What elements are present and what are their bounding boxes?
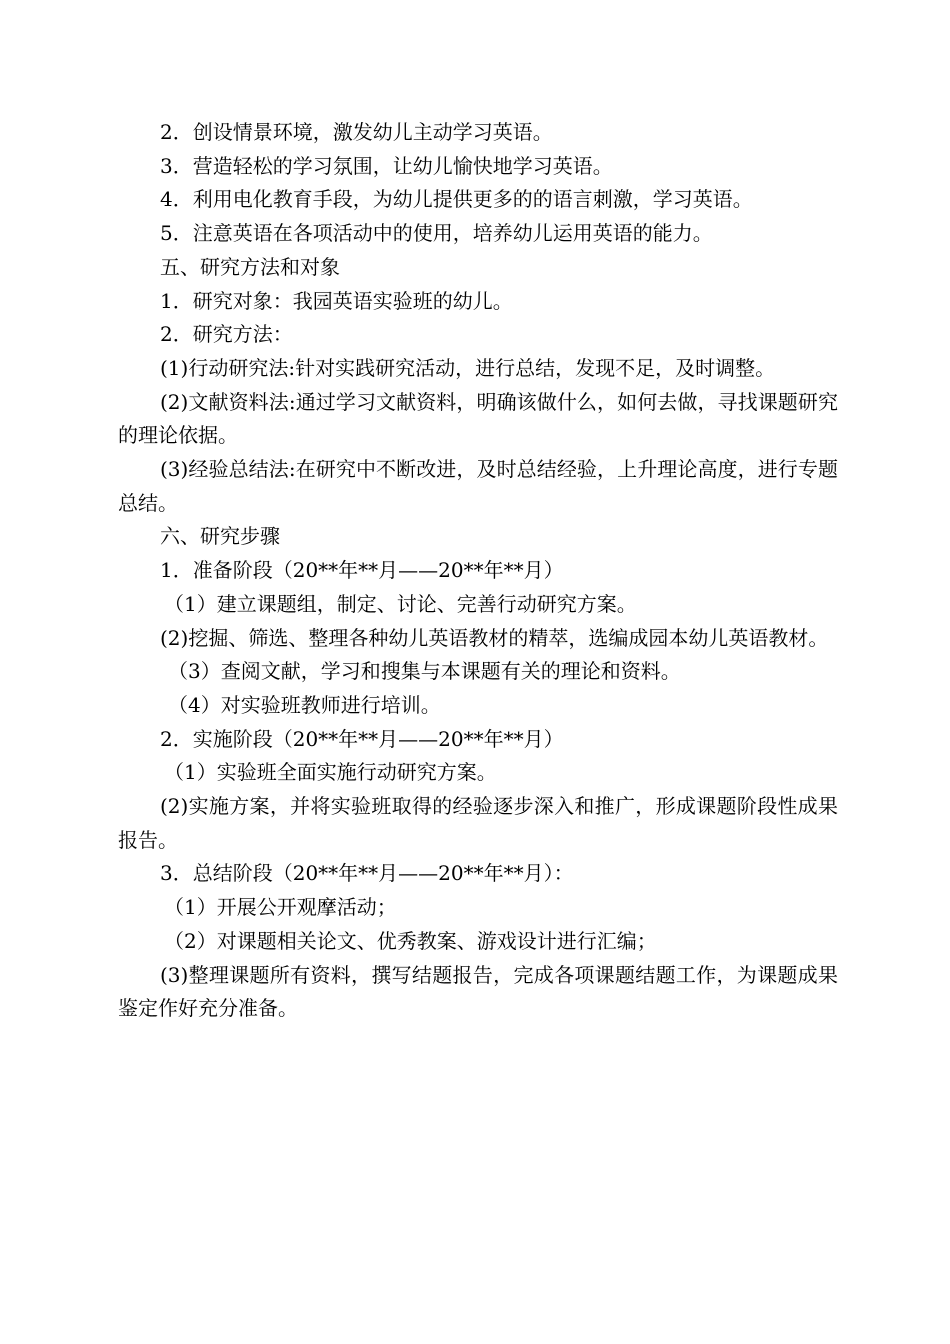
paragraph-item-3-atmosphere: 3．营造轻松的学习氛围，让幼儿愉快地学习英语。 (160, 153, 613, 178)
paragraph-stage-summary: 3．总结阶段（20**年**月——20**年**月）： (160, 861, 574, 886)
paragraph-impl-step-2: (2)实施方案，并将实验班取得的经验逐步深入和推广，形成课题阶段性成果报告。 (118, 794, 838, 852)
paragraph-impl-step-1: （1）实验班全面实施行动研究方案。 (164, 760, 497, 785)
paragraph-prep-step-3: （3）查阅文献，学习和搜集与本课题有关的理论和资料。 (168, 659, 681, 684)
paragraph-stage-preparation: 1．准备阶段（20**年**月——20**年**月） (160, 558, 564, 583)
paragraph-prep-step-4: （4）对实验班教师进行培训。 (168, 692, 441, 717)
paragraph-stage-implementation: 2．实施阶段（20**年**月——20**年**月） (160, 726, 564, 751)
section-heading-research-methods: 五、研究方法和对象 (160, 254, 340, 279)
paragraph-item-4-electronic-media: 4．利用电化教育手段，为幼儿提供更多的的语言刺激，学习英语。 (160, 187, 753, 212)
document-body (118, 116, 838, 1026)
paragraph-prep-step-1: （1）建立课题组，制定、讨论、完善行动研究方案。 (164, 591, 637, 616)
paragraph-research-methods-label: 2．研究方法： (160, 322, 293, 347)
paragraph-summary-step-2: （2）对课题相关论文、优秀教案、游戏设计进行汇编； (164, 928, 657, 953)
paragraph-summary-step-3: (3)整理课题所有资料，撰写结题报告，完成各项课题结题工作，为课题成果鉴定作好充分准备。 (118, 962, 838, 1021)
paragraph-prep-step-2: (2)挖掘、筛选、整理各种幼儿英语教材的精萃，选编成园本幼儿英语教材。 (160, 625, 829, 650)
paragraph-item-2-scenario: 2．创设情景环境，激发幼儿主动学习英语。 (160, 120, 553, 144)
paragraph-summary-step-1: （1）开展公开观摩活动； (164, 895, 397, 920)
paragraph-item-5-activities: 5．注意英语在各项活动中的使用，培养幼儿运用英语的能力。 (160, 221, 713, 246)
paragraph-method-experience-summary: (3)经验总结法:在研究中不断改进，及时总结经验，上升理论高度，进行专题总结。 (118, 457, 838, 515)
section-heading-research-steps: 六、研究步骤 (160, 524, 280, 549)
paragraph-method-literature: (2)文献资料法:通过学习文献资料，明确该做什么，如何去做，寻找课题研究的理论依据。 (118, 389, 838, 448)
paragraph-method-action-research: (1)行动研究法:针对实践研究活动，进行总结，发现不足，及时调整。 (160, 355, 776, 380)
paragraph-research-subjects: 1．研究对象：我园英语实验班的幼儿。 (160, 288, 513, 313)
